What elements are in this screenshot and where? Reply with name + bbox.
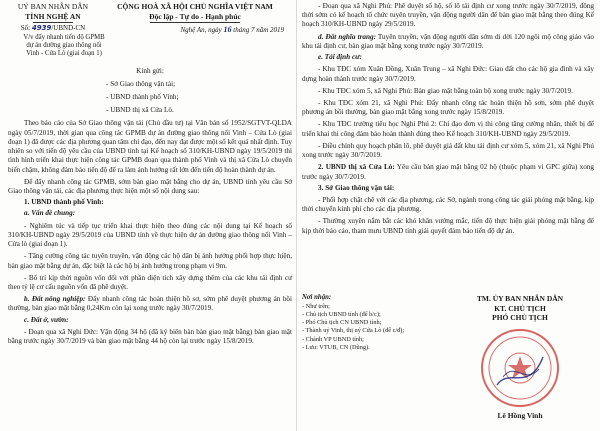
body-paragraph: - Khu TĐC xóm 5, xã Nghi Phú: Bàn giao mặt bằng toàn bộ xong trước ngày 30/7/2019. [318, 86, 573, 95]
national-title: CỘNG HOÀ XÃ HỘI CHỦ NGHĨA VIỆT NAM [117, 2, 273, 11]
motto-underline [150, 22, 240, 23]
page-left-column [8, 2, 292, 346]
kinh-gui-label: Kính gửi: [136, 66, 164, 75]
section-heading: 1. UBND thành phố Vinh: [24, 198, 104, 207]
body-paragraph: - Khu TĐC trường tiểu học Nghi Phú 2: Chỉ đạo đơn vị thi công tăng cường nhân, thiết bị để triển khai thi công đảm bảo hoàn thành đúng theo Kế hoạch 310/KH-UBND ngày 29/5/2019. [302, 120, 594, 138]
issuer-underline [33, 22, 73, 23]
subject-line: Vinh - Cửa Lò (giai đoạn 1) [26, 50, 102, 58]
body-paragraph: - Nghiêm túc và tiếp tục triển khai thực hiện theo đúng các nội dung tại Kế hoạch số 310/KH-UBND ngày 29/5/2019 của UBND tỉnh về thực hiện dự án đường giao thông nối Vinh – Cửa lò (giai đoạn 1). [8, 221, 292, 249]
subsection-label: b. Đất nông nghiệp: [24, 295, 86, 304]
subsection-text: Đẩy nhanh công tác hoàn thiện hồ sơ, sớm phê duyệt phương án bồi thường, bàn giao mặt bằng 0,24Km còn lại xong trước ngày 30/7/2019. [8, 295, 293, 313]
official-seal-icon [479, 327, 561, 409]
signature-block [450, 294, 590, 420]
subject-line: dự án đường giao thông nối [26, 42, 102, 50]
signature-title-line1: TM. ỦY BAN NHÂN DÂN [476, 294, 564, 303]
date-suffix: tháng 7 năm 2019 [233, 26, 284, 35]
recipient-item: - Thành uỷ Vinh, thị uỷ Cửa Lò (để c/đ); [302, 327, 405, 335]
body-paragraph [8, 295, 292, 313]
recipient-item: - Lưu: VTUB, CN (Dũng). [302, 343, 370, 351]
addressee-item: - UBND thành phố Vinh; [106, 93, 179, 102]
recipients-heading: Nơi nhận: [302, 294, 332, 301]
body-paragraph: - Điều chỉnh quy hoạch phân lô, phê duyệt giá đất khu tái định cư xóm 5, xóm 21, xã Nghi Phú xong trước ngày 30/7/2019. [302, 141, 594, 160]
issue-date [98, 25, 292, 35]
section-text: Yêu cầu bàn giao mặt bằng 02 hộ (thuộc phạm vi GPC giữa) xong trước ngày 30/7/2019. [302, 163, 594, 181]
recipient-item: - Như trên; [302, 302, 330, 310]
signature-title-line2: KT. CHỦ TỊCH [494, 303, 546, 313]
body-paragraph: Theo báo cáo của Sở Giao thông vận tải (Chủ đầu tư) tại Văn bản số 1952/SGTVT-QLDA ngày 05/7/2019, thời gian qua công tác GPMB dự án đường giao thông nối Vinh – Cửa Lò (giai đoạn 1) đã được các địa phương quan tâm chỉ đạo, đến nay đạt được một số kết quả nhất định. Tuy nhiên so với tiến độ yêu cầu của UBND tỉnh tại Kế hoạch số 310/KH-UBND ngày 19/5/2019 thì tình hình triển khai thực hiện công tác GPMB đoạn qua thành phố Vinh và thị xã Cửa Lò chuyển biến chậm, không đảm bảo tiến độ để ra làm ảnh hưởng rất lớn đến tiến độ hoàn thành dự án. [8, 119, 292, 174]
document-header [8, 2, 292, 59]
body-paragraph: - Thường xuyên nắm bắt các khó khăn vướng mắc, tiến độ thực hiện giải phóng mặt bằng để kịp thời báo cáo, tham mưu UBND tỉnh giải quyết đảm bảo tiến độ dự án. [302, 217, 594, 235]
addressee-item: - UBND thị xã Cửa Lò. [106, 106, 174, 115]
body-paragraph: - Tăng cường công tác tuyên truyền, vận động các hộ dân bị ảnh hưởng phối hợp thực hiện, bàn giao mặt bằng dự án, đặc biệt là các hộ bị ảnh hưởng trong phạm vi 9m. [8, 252, 292, 270]
subsection-label: d. Đất nghĩa trang: [318, 32, 376, 41]
body-paragraph: - Bố trí kịp thời nguồn vốn đối với phần diện tích xây dựng thêm của các khu tái định cư theo tỷ lệ cơ cấu nguồn vốn đã phê duyệt. [8, 273, 292, 291]
body-paragraph: - Đoạn qua xã Nghi Đức: Vận động 34 hộ (đã ký biên bàn bàn giao mặt bằng) bàn giao mặt bằng trước ngày 30/7/2019 và bàn giao mặt bằng 44 hộ còn lại trước ngày 15/8/2019. [8, 327, 292, 346]
body-paragraph: - Đoạn qua xã Nghi Phú: Phê duyệt số hộ, số lô tái định cư xong trước ngày 30/7/2019, đồng thời sớm có kế hoạch tổ chức tuyên truyền, vận động người dân để bàn giao mặt bằng theo đúng Kế hoạch 310/KH-UBND ngày 29/5/2019. [302, 2, 594, 29]
recipient-item: - Phó Chủ tịch CN UBND tỉnh; [302, 319, 382, 327]
section-label: 2. UBND thị xã Cửa Lò: [318, 163, 395, 172]
body-paragraph: - Khu TĐC xóm Xuân Đồng, Xuân Trung – xã Nghi Đức: Giao đất cho các hộ gia đình và xây dựng hoàn thành trước ngày 30/7/2019. [302, 65, 594, 83]
issuer-block [8, 2, 105, 59]
subsection-heading: a. Vấn đề chung: [24, 209, 76, 218]
issuer-line1: UỶ BAN NHÂN DÂN [17, 2, 89, 11]
recipient-item: - Chánh VP UBND tỉnh; [302, 335, 364, 343]
body-paragraph [302, 33, 594, 51]
recipients-block [302, 294, 447, 352]
body-paragraph [302, 163, 594, 181]
body-paragraph: - Phối hợp chặt chẽ với các địa phương, các Sở, ngành trong công tác giải phóng mặt bằng, kịp thời chuyển kinh phí cho các địa phương. [302, 195, 594, 214]
national-motto: Độc lập - Tự do - Hạnh phúc [149, 11, 241, 21]
subject-line: V/v đẩy nhanh tiến độ GPMB [23, 34, 105, 42]
number-prefix: Số: [20, 24, 31, 33]
subsection-heading: c. Đất ở, vườn: [24, 315, 69, 324]
number-suffix: /UBND-CN [51, 24, 86, 33]
issuer-line2: TỈNH NGHỆ AN [25, 11, 81, 21]
document-number [8, 24, 98, 33]
national-block [98, 2, 292, 59]
subsection-text: Tuyên truyền, vận động người dân sớm di dời 120 ngôi mộ công giáo vào khu tái định cư, bàn giao mặt bằng xong trước ngày 30/7/2019. [302, 32, 594, 50]
seal-graphic [479, 327, 561, 409]
addressee-list [106, 80, 292, 116]
signature-title-line3: PHÓ CHỦ TỊCH [492, 313, 548, 323]
section-heading: 3. Sở Giao thông vận tải: [318, 183, 395, 192]
body-paragraph: - Khu TĐC xóm 21, xã Nghi Phú: Đẩy nhanh công tác hoàn thiện hồ sơn, sớm phê duyệt phương án bồi thường, bàn giao mặt bằng xong trước ngày 15/8/2019. [302, 98, 594, 117]
subsection-heading: e. Tái định cư: [318, 53, 362, 62]
page-fold-divider [296, 0, 297, 431]
addressee-item: - Sở Giao thông vận tải; [106, 79, 176, 88]
number-handwritten: 4939 [31, 24, 52, 33]
page-right-column [302, 2, 594, 420]
recipient-item: - Chủ tịch UBND tỉnh (để b/c); [302, 311, 381, 318]
signatory-name: Lê Hồng Vinh [497, 410, 543, 420]
body-paragraph: Để đẩy nhanh công tác GPMB, sớm bàn giao mặt bằng cho dự án, UBND tỉnh yêu cầu Sở Giao thông vận tải, các địa phương thực hiện một số nội dung sau: [8, 177, 292, 196]
date-prefix: Nghệ An, ngày [180, 26, 222, 35]
date-day: 16 [223, 25, 232, 35]
